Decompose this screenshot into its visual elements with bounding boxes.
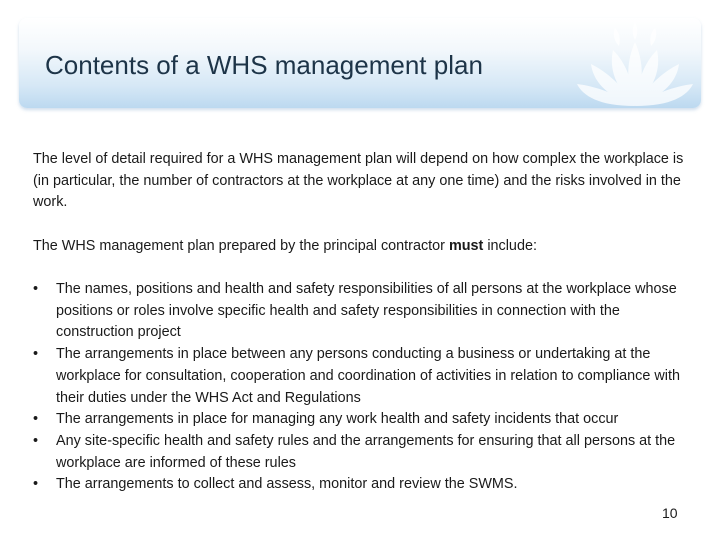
list-item bbox=[33, 431, 693, 474]
list-item-text: The arrangements in place between any persons conducting a business or undertaking at the workplace for consultation, cooperation and coordination of activities in relation to compliance with their duties under the WHS Act and Regulations bbox=[56, 346, 680, 406]
bullet-icon: • bbox=[33, 346, 39, 363]
list-item-text: The arrangements to collect and assess, monitor and review the SWMS. bbox=[56, 476, 518, 493]
lead-text-end: include: bbox=[483, 238, 537, 254]
bullet-icon: • bbox=[33, 476, 39, 493]
bullet-icon: • bbox=[33, 411, 39, 428]
list-item-text: Any site-specific health and safety rules and the arrangements for ensuring that all persons at the workplace are informed of these rules bbox=[56, 432, 676, 471]
list-item-text: The arrangements in place for managing any work health and safety incidents that occur bbox=[56, 411, 619, 428]
list-item bbox=[33, 279, 693, 344]
page-number: 10 bbox=[662, 505, 678, 521]
requirements-list bbox=[33, 279, 693, 496]
list-item bbox=[33, 344, 693, 409]
lead-paragraph bbox=[33, 236, 693, 258]
lead-text: The WHS management plan prepared by the principal contractor bbox=[33, 238, 449, 254]
bullet-icon: • bbox=[33, 281, 39, 297]
intro-paragraph: The level of detail required for a WHS management plan will depend on how complex the workplace is (in particular, the number of contractors at the workplace at any one time) and the risks involved in the work. bbox=[33, 151, 684, 210]
list-item-text: The names, positions and health and safety responsibilities of all persons at the workplace whose positions or roles involve specific health and safety responsibilities in connection with the construction project bbox=[56, 281, 677, 341]
list-item bbox=[33, 409, 693, 431]
page-title: Contents of a WHS management plan bbox=[45, 50, 483, 80]
list-item bbox=[33, 474, 693, 496]
title-banner bbox=[19, 18, 701, 108]
lead-emphasis: must bbox=[448, 238, 484, 254]
waratah-logo-icon bbox=[575, 22, 695, 106]
bullet-icon: • bbox=[33, 432, 39, 449]
